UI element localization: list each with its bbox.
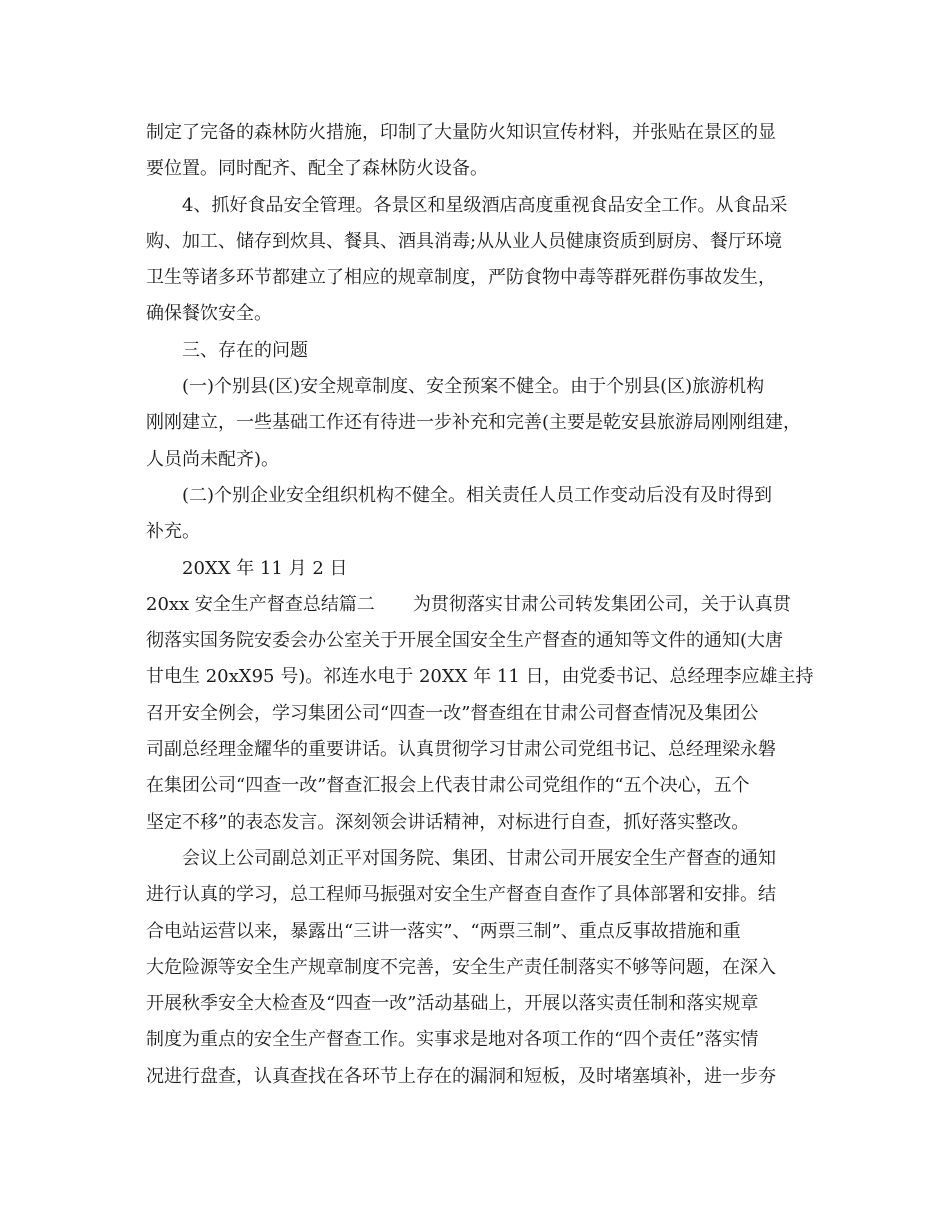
text-line: (二)个别企业安全组织机构不健全。相关责任人员工作变动后没有及时得到 (182, 484, 773, 506)
document-date: 20XX 年 11 月 2 日 (182, 557, 348, 579)
text-line: 坚定不移”的表态发言。深刻领会讲话精神，对标进行自查，抓好落实整改。 (146, 811, 750, 833)
text-line: 刚刚建立，一些基础工作还有待进一步补充和完善(主要是乾安县旅游局刚刚组建， (146, 412, 802, 434)
text-line: 召开安全例会，学习集团公司“四查一改”督查组在甘肃公司督查情况及集团公 (146, 702, 759, 724)
text-line: 会议上公司副总刘正平对国务院、集团、甘肃公司开展安全生产督查的通知 (182, 847, 776, 869)
text-line: 制定了完备的森林防火措施，印制了大量防火知识宣传材料，并张贴在景区的显 (146, 122, 776, 143)
text-line: 卫生等诸多环节都建立了相应的规章制度，严防食物中毒等群死群伤事故发生， (146, 267, 776, 289)
text-line: 进行认真的学习，总工程师马振强对安全生产督查自查作了具体部署和安排。结 (146, 884, 776, 906)
text-line: 在集团公司“四查一改”督查汇报会上代表甘肃公司党组作的“五个决心，五个 (146, 775, 750, 797)
text-line: 要位置。同时配齐、配全了森林防火设备。 (146, 158, 488, 180)
text-line: 确保餐饮安全。 (146, 303, 272, 325)
text-line: 开展秋季安全大检查及“四查一改”活动基础上，开展以落实责任制和落实规章 (146, 993, 759, 1015)
text-line: 彻落实国务院安委会办公室关于开展全国安全生产督查的通知等文件的通知(大唐 (146, 630, 784, 652)
section-title: 20xx 安全生产督查总结篇二 (146, 593, 375, 615)
text-line: 4、抓好食品安全管理。各景区和星级酒店高度重视食品安全工作。从食品采 (182, 194, 788, 216)
text-line: 购、加工、储存到炊具、餐具、酒具消毒;从从业人员健康资质到厨房、餐厅环境 (146, 230, 783, 252)
text-line: (一)个别县(区)安全规章制度、安全预案不健全。由于个别县(区)旅游机构 (182, 376, 765, 398)
text-line: 况进行盘查，认真查找在各环节上存在的漏洞和短板，及时堵塞填补，进一步夯 (146, 1065, 776, 1087)
text-line: 大危险源等安全生产规章制度不完善，安全生产责任制落实不够等问题，在深入 (146, 956, 776, 978)
document-body (146, 115, 816, 1095)
text-line: 补充。 (146, 521, 200, 543)
text-line: 司副总经理金耀华的重要讲话。认真贯彻学习甘肃公司党组书记、总经理梁永磐 (146, 739, 776, 761)
section-heading: 三、存在的问题 (182, 339, 308, 361)
text-line: 制度为重点的安全生产督查工作。实事求是地对各项工作的“四个责任”落实情 (146, 1029, 759, 1051)
text-line (146, 587, 816, 623)
text-line: 甘电生 20xX95 号)。祁连水电于 20XX 年 11 日，由党委书记、总经理李应雄主持 (146, 666, 814, 688)
text-line: 人员尚未配齐)。 (146, 448, 280, 470)
text-line: 为贯彻落实甘肃公司转发集团公司，关于认真贯 (412, 593, 791, 615)
text-line: 合电站运营以来，暴露出“三讲一落实”、“两票三制”、重点反事故措施和重 (146, 920, 741, 942)
